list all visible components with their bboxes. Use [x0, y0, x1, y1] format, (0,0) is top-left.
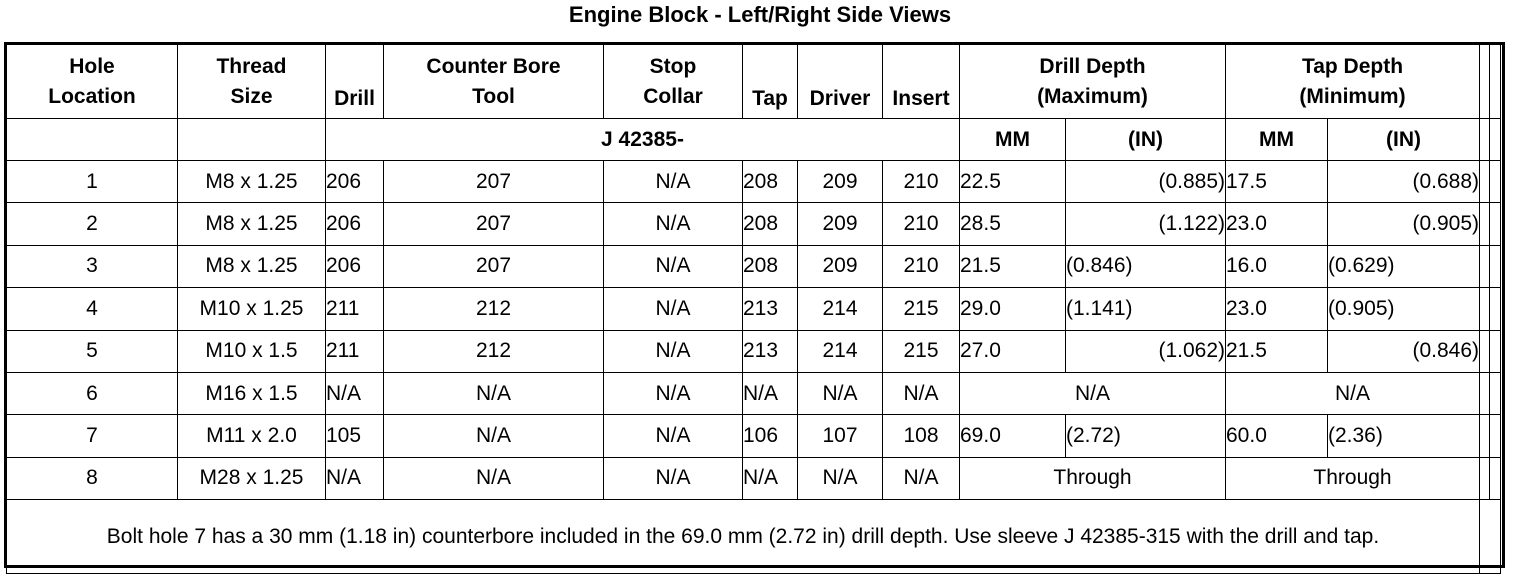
cell-drill: N/A — [326, 372, 384, 414]
col-thread-size: Thread Size — [178, 45, 326, 119]
cell-collar: N/A — [604, 415, 743, 457]
cell-tap: N/A — [743, 457, 798, 499]
cell-drill: 211 — [326, 288, 384, 330]
col-drill: Drill — [326, 45, 384, 119]
table-row — [7, 161, 1501, 203]
subheader-row — [7, 119, 1501, 161]
cell-thread: M10 x 1.25 — [178, 288, 326, 330]
cell-cbore: N/A — [384, 372, 604, 414]
cell-td-in: (0.905) — [1328, 288, 1480, 330]
tap-depth-mm-header: MM — [1226, 119, 1328, 161]
cell-drill: 206 — [326, 245, 384, 287]
cell-tap: 213 — [743, 330, 798, 372]
cell-hole: 7 — [7, 415, 178, 457]
table-row — [7, 457, 1501, 499]
cell-dd-in: (0.846) — [1066, 245, 1226, 287]
cell-dd-span: Through — [960, 457, 1226, 499]
cell-driver: 209 — [798, 245, 883, 287]
note-row — [7, 500, 1501, 574]
cell-hole: 5 — [7, 330, 178, 372]
cell-dd-span: N/A — [960, 372, 1226, 414]
cell-drill: 206 — [326, 161, 384, 203]
cell-cbore: 207 — [384, 161, 604, 203]
cell-collar: N/A — [604, 288, 743, 330]
cell-dd-in: (2.72) — [1066, 415, 1226, 457]
cell-td-mm: 23.0 — [1226, 203, 1328, 245]
cell-dd-mm: 28.5 — [960, 203, 1066, 245]
table-row — [7, 245, 1501, 287]
cell-thread: M11 x 2.0 — [178, 415, 326, 457]
cell-td-mm: 23.0 — [1226, 288, 1328, 330]
cell-td-mm: 21.5 — [1226, 330, 1328, 372]
cell-cbore: 212 — [384, 330, 604, 372]
cell-driver: 209 — [798, 203, 883, 245]
cell-cbore: N/A — [384, 415, 604, 457]
header-row — [7, 45, 1501, 119]
cell-td-mm: 60.0 — [1226, 415, 1328, 457]
cell-insert: 210 — [883, 245, 960, 287]
cell-hole: 1 — [7, 161, 178, 203]
col-drill-depth: Drill Depth (Maximum) — [960, 45, 1226, 119]
cell-insert: 210 — [883, 161, 960, 203]
cell-dd-in: (1.122) — [1066, 203, 1226, 245]
drill-depth-in-header: (IN) — [1066, 119, 1226, 161]
cell-insert: N/A — [883, 372, 960, 414]
cell-insert: 215 — [883, 288, 960, 330]
col-driver: Driver — [798, 45, 883, 119]
cell-hole: 4 — [7, 288, 178, 330]
table-row — [7, 372, 1501, 414]
table-row — [7, 330, 1501, 372]
cell-driver: 214 — [798, 288, 883, 330]
cell-dd-mm: 69.0 — [960, 415, 1066, 457]
cell-cbore: 212 — [384, 288, 604, 330]
cell-thread: M8 x 1.25 — [178, 245, 326, 287]
col-tap: Tap — [743, 45, 798, 119]
table-row — [7, 203, 1501, 245]
cell-hole: 3 — [7, 245, 178, 287]
cell-driver: N/A — [798, 457, 883, 499]
cell-drill: 105 — [326, 415, 384, 457]
cell-tap: 208 — [743, 161, 798, 203]
cell-tap: N/A — [743, 372, 798, 414]
drill-depth-mm-header: MM — [960, 119, 1066, 161]
cell-thread: M10 x 1.5 — [178, 330, 326, 372]
cell-tap: 213 — [743, 288, 798, 330]
cell-collar: N/A — [604, 161, 743, 203]
cell-hole: 6 — [7, 372, 178, 414]
cell-dd-in: (1.062) — [1066, 330, 1226, 372]
cell-tap: 208 — [743, 203, 798, 245]
cell-thread: M8 x 1.25 — [178, 203, 326, 245]
cell-driver: 107 — [798, 415, 883, 457]
cell-dd-mm: 22.5 — [960, 161, 1066, 203]
col-counter-bore: Counter Bore Tool — [384, 45, 604, 119]
cell-drill: 211 — [326, 330, 384, 372]
cell-drill: N/A — [326, 457, 384, 499]
cell-tap: 106 — [743, 415, 798, 457]
cell-td-span: Through — [1226, 457, 1480, 499]
col-hole-location: Hole Location — [7, 45, 178, 119]
cell-thread: M28 x 1.25 — [178, 457, 326, 499]
table-title: Engine Block - Left/Right Side Views — [568, 2, 952, 27]
cell-insert: 215 — [883, 330, 960, 372]
cell-driver: N/A — [798, 372, 883, 414]
table-row — [7, 288, 1501, 330]
col-stop-collar: Stop Collar — [604, 45, 743, 119]
cell-driver: 209 — [798, 161, 883, 203]
cell-cbore: N/A — [384, 457, 604, 499]
cell-td-in: (0.846) — [1328, 330, 1480, 372]
cell-td-in: (2.36) — [1328, 415, 1480, 457]
tool-prefix: J 42385- — [326, 119, 960, 161]
cell-hole: 8 — [7, 457, 178, 499]
cell-driver: 214 — [798, 330, 883, 372]
cell-tap: 208 — [743, 245, 798, 287]
cell-insert: N/A — [883, 457, 960, 499]
table-row — [7, 415, 1501, 457]
cell-thread: M16 x 1.5 — [178, 372, 326, 414]
cell-insert: 210 — [883, 203, 960, 245]
cell-hole: 2 — [7, 203, 178, 245]
cell-dd-mm: 29.0 — [960, 288, 1066, 330]
cell-dd-in: (0.885) — [1066, 161, 1226, 203]
cell-dd-mm: 27.0 — [960, 330, 1066, 372]
cell-insert: 108 — [883, 415, 960, 457]
cell-collar: N/A — [604, 245, 743, 287]
cell-collar: N/A — [604, 372, 743, 414]
footnote: Bolt hole 7 has a 30 mm (1.18 in) counterbore included in the 69.0 mm (2.72 in) drill depth. Use sleeve J 42385-315 with the drill and tap. — [7, 500, 1480, 574]
cell-td-mm: 16.0 — [1226, 245, 1328, 287]
cell-cbore: 207 — [384, 203, 604, 245]
cell-td-in: (0.629) — [1328, 245, 1480, 287]
col-tap-depth: Tap Depth (Minimum) — [1226, 45, 1480, 119]
cell-thread: M8 x 1.25 — [178, 161, 326, 203]
cell-collar: N/A — [604, 330, 743, 372]
cell-collar: N/A — [604, 203, 743, 245]
cell-drill: 206 — [326, 203, 384, 245]
cell-td-in: (0.905) — [1328, 203, 1480, 245]
cell-dd-mm: 21.5 — [960, 245, 1066, 287]
spec-table — [6, 44, 1501, 574]
cell-collar: N/A — [604, 457, 743, 499]
cell-dd-in: (1.141) — [1066, 288, 1226, 330]
cell-td-in: (0.688) — [1328, 161, 1480, 203]
cell-td-span: N/A — [1226, 372, 1480, 414]
col-insert: Insert — [883, 45, 960, 119]
cell-cbore: 207 — [384, 245, 604, 287]
tap-depth-in-header: (IN) — [1328, 119, 1480, 161]
cell-td-mm: 17.5 — [1226, 161, 1328, 203]
